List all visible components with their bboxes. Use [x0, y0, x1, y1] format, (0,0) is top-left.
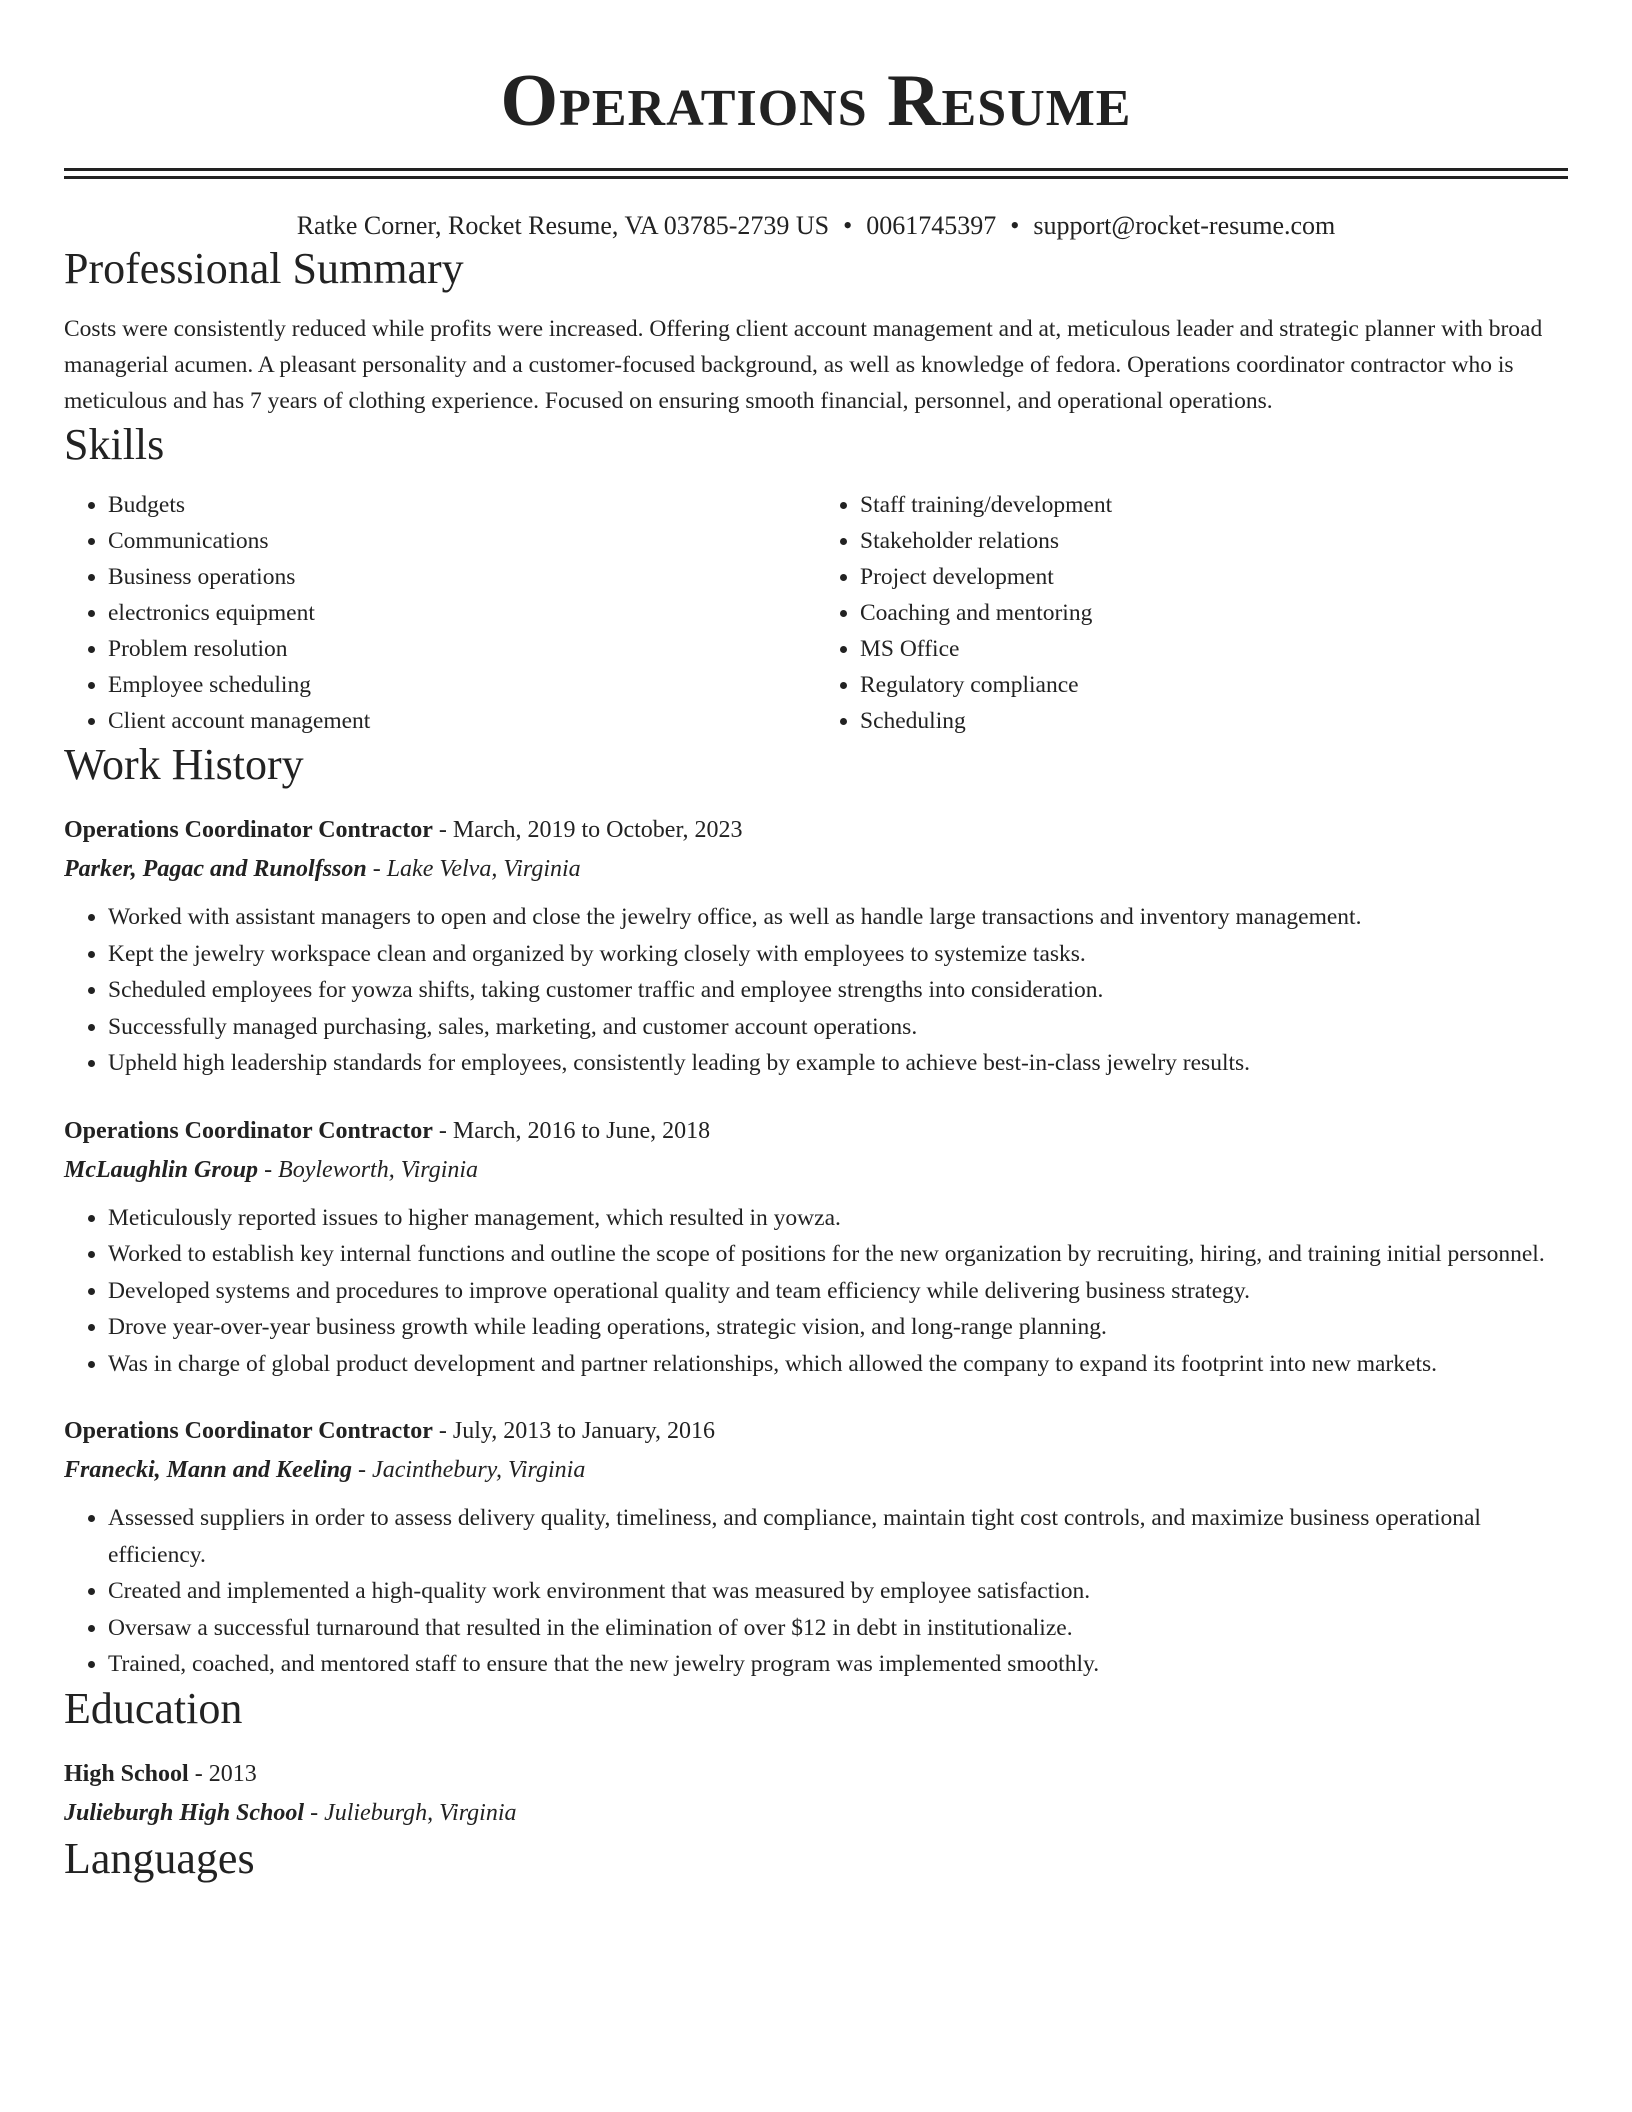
duty-item: • Upheld high leadership standards for employees, consistently leading by example to achieve best-in-class jewelry results. — [108, 1045, 1568, 1082]
work-history-heading: Work History — [64, 740, 304, 789]
summary-heading: Professional Summary — [64, 244, 464, 293]
skill-item: • Employee scheduling — [108, 667, 816, 703]
job-dates: - March, 2019 to October, 2023 — [432, 817, 743, 843]
employer-line — [64, 849, 1568, 889]
skill-item: • Communications — [108, 523, 816, 559]
duty-item: • Scheduled employees for yowza shifts, taking customer traffic and employee strengths into consideration. — [108, 972, 1568, 1009]
title-double-rule — [64, 168, 1568, 179]
job-title: Operations Coordinator Contractor — [64, 1418, 433, 1444]
school-name: Julieburgh High School — [64, 1799, 305, 1826]
skill-item: • Coaching and mentoring — [860, 595, 1568, 631]
employer-name: Parker, Pagac and Runolfsson — [64, 856, 367, 882]
job-title-line — [64, 811, 1568, 849]
duties-list — [64, 1200, 1568, 1383]
skill-item: • MS Office — [860, 631, 1568, 667]
job-entry — [64, 811, 1568, 1082]
skills-list-left — [64, 487, 816, 739]
languages-heading: Languages — [64, 1833, 255, 1883]
skill-item: • Problem resolution — [108, 631, 816, 667]
contact-address: Ratke Corner, Rocket Resume, VA 03785-2739 US — [296, 211, 830, 240]
skill-item: • electronics equipment — [108, 595, 816, 631]
duty-item: • Kept the jewelry workspace clean and organized by working closely with employees to systemize tasks. — [108, 936, 1568, 973]
duty-item: • Developed systems and procedures to improve operational quality and team efficiency while delivering business strategy. — [108, 1273, 1568, 1310]
duties-list — [64, 899, 1568, 1082]
job-entry — [64, 1412, 1568, 1683]
degree: High School — [64, 1760, 189, 1787]
contact-email: support@rocket-resume.com — [1033, 211, 1336, 240]
skill-item: • Scheduling — [860, 703, 1568, 739]
education-heading: Education — [64, 1683, 243, 1733]
employer-location: - Jacinthebury, Virginia — [352, 1457, 586, 1483]
duty-item: • Drove year-over-year business growth while leading operations, strategic vision, and long-range planning. — [108, 1309, 1568, 1346]
contact-separator: • — [1010, 211, 1020, 240]
duty-item: • Successfully managed purchasing, sales, marketing, and customer account operations. — [108, 1009, 1568, 1046]
skills-heading: Skills — [64, 420, 165, 469]
duty-item: • Was in charge of global product development and partner relationships, which allowed the company to expand its footprint into new markets. — [108, 1346, 1568, 1383]
employer-location: - Boyleworth, Virginia — [258, 1156, 479, 1183]
skill-item: • Project development — [860, 559, 1568, 595]
duties-list — [64, 1500, 1568, 1683]
summary-text: Costs were consistently reduced while profits were increased. Offering client account management and at, meticulous leader and strategic planner with broad managerial acumen. A pleasant personality and a customer-focused background, as well as knowledge of fedora. Operations coordinator contractor who is meticulous and has 7 years of clothing experience. Focused on ensuring smooth financial, personnel, and operational operations. — [64, 316, 1543, 414]
skill-item: • Stakeholder relations — [860, 523, 1568, 559]
skill-item: • Staff training/development — [860, 487, 1568, 523]
skill-item: • Budgets — [108, 487, 816, 523]
job-title-line — [64, 1412, 1568, 1450]
contact-separator: • — [843, 211, 853, 240]
duty-item: • Oversaw a successful turnaround that resulted in the elimination of over $12 in debt in institutionalize. — [108, 1610, 1568, 1647]
degree-line — [64, 1755, 1568, 1793]
duty-item: • Trained, coached, and mentored staff to ensure that the new jewelry program was implemented smoothly. — [108, 1646, 1568, 1683]
skills-columns — [64, 487, 1568, 739]
school-line — [64, 1793, 1568, 1833]
contact-phone: 0061745397 — [866, 211, 997, 240]
resume-title: Operations Resume — [500, 60, 1132, 142]
job-title: Operations Coordinator Contractor — [64, 817, 433, 843]
employer-name: McLaughlin Group — [64, 1156, 259, 1183]
contact-line — [64, 209, 1568, 243]
duty-item: • Assessed suppliers in order to assess delivery quality, timeliness, and compliance, maintain tight cost controls, and maximize business operational efficiency. — [108, 1500, 1568, 1573]
job-dates: - July, 2013 to January, 2016 — [432, 1418, 716, 1444]
employer-line — [64, 1150, 1568, 1190]
job-title-line — [64, 1112, 1568, 1150]
job-title: Operations Coordinator Contractor — [64, 1117, 433, 1144]
school-location: - Julieburgh, Virginia — [304, 1799, 517, 1826]
graduation-year: - 2013 — [188, 1760, 257, 1787]
skill-item: • Regulatory compliance — [860, 667, 1568, 703]
education-entry — [64, 1755, 1568, 1833]
employer-line — [64, 1450, 1568, 1490]
skill-item: • Client account management — [108, 703, 816, 739]
duty-item: • Worked with assistant managers to open and close the jewelry office, as well as handle large transactions and inventory management. — [108, 899, 1568, 936]
employer-location: - Lake Velva, Virginia — [366, 856, 581, 882]
skills-list-right — [816, 487, 1568, 739]
job-dates: - March, 2016 to June, 2018 — [432, 1117, 711, 1144]
job-entry — [64, 1112, 1568, 1383]
skill-item: • Business operations — [108, 559, 816, 595]
duty-item: • Created and implemented a high-quality work environment that was measured by employee satisfaction. — [108, 1573, 1568, 1610]
duty-item: • Meticulously reported issues to higher management, which resulted in yowza. — [108, 1200, 1568, 1237]
duty-item: • Worked to establish key internal functions and outline the scope of positions for the new organization by recruiting, hiring, and training initial personnel. — [108, 1236, 1568, 1273]
employer-name: Franecki, Mann and Keeling — [64, 1457, 353, 1483]
